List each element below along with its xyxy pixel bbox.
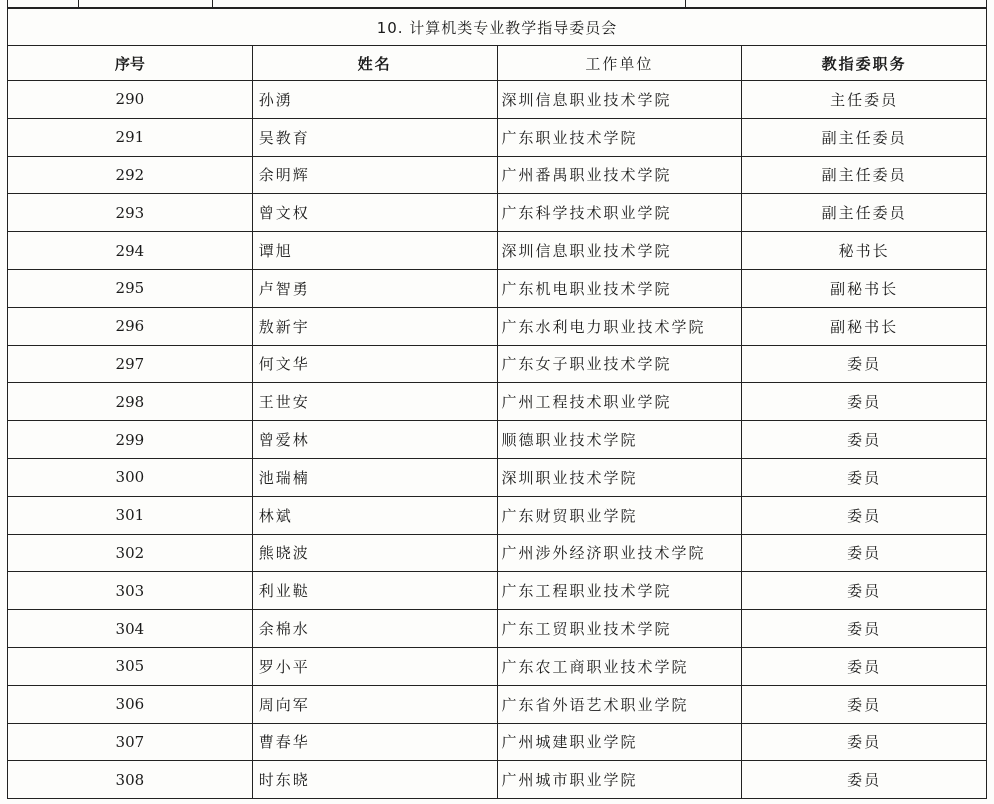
cell-name: 曾爱林 [252, 421, 497, 459]
cell-unit: 广东水利电力职业技术学院 [497, 307, 742, 345]
cell-name: 曹春华 [252, 723, 497, 761]
table-row [8, 572, 987, 610]
cell-name: 孙湧 [252, 81, 497, 119]
cell-name: 余明辉 [252, 156, 497, 194]
table-row [8, 156, 987, 194]
table-row [8, 421, 987, 459]
cell-role: 委员 [742, 345, 987, 383]
cell-name: 何文华 [252, 345, 497, 383]
cell-role: 副主任委员 [742, 194, 987, 232]
cell-no: 301 [8, 496, 253, 534]
cell-no: 295 [8, 269, 253, 307]
cell-role: 委员 [742, 458, 987, 496]
cell-no: 305 [8, 647, 253, 685]
table-row [8, 610, 987, 648]
cell-no: 304 [8, 610, 253, 648]
header-name: 姓名 [252, 46, 497, 81]
header-role: 教指委职务 [742, 46, 987, 81]
table-row [8, 496, 987, 534]
cell-role: 委员 [742, 534, 987, 572]
cell-name: 周向军 [252, 685, 497, 723]
cell-unit: 广东工程职业技术学院 [497, 572, 742, 610]
table-title-row [8, 9, 987, 46]
cell-unit: 广州城建职业学院 [497, 723, 742, 761]
cell-name: 时东晓 [252, 761, 497, 799]
cell-no: 296 [8, 307, 253, 345]
table-row [8, 534, 987, 572]
cell-name: 敖新宇 [252, 307, 497, 345]
cell-unit: 广州番禺职业技术学院 [497, 156, 742, 194]
cell-unit: 深圳信息职业技术学院 [497, 232, 742, 270]
table-row [8, 307, 987, 345]
cell-no: 303 [8, 572, 253, 610]
cell-no: 290 [8, 81, 253, 119]
cell-no: 307 [8, 723, 253, 761]
cell-unit: 深圳信息职业技术学院 [497, 81, 742, 119]
divider [78, 0, 79, 8]
cell-unit: 广东科学技术职业学院 [497, 194, 742, 232]
cell-name: 王世安 [252, 383, 497, 421]
table-row [8, 647, 987, 685]
table-row [8, 194, 987, 232]
cell-name: 池瑞楠 [252, 458, 497, 496]
header-no: 序号 [8, 46, 253, 81]
cell-no: 292 [8, 156, 253, 194]
cell-no: 297 [8, 345, 253, 383]
table-row [8, 383, 987, 421]
cell-unit: 广东省外语艺术职业学院 [497, 685, 742, 723]
table-row [8, 723, 987, 761]
table-row [8, 81, 987, 119]
cell-unit: 广州工程技术职业学院 [497, 383, 742, 421]
divider [212, 0, 213, 8]
cell-role: 委员 [742, 761, 987, 799]
cell-role: 委员 [742, 723, 987, 761]
cell-no: 306 [8, 685, 253, 723]
cell-role: 副主任委员 [742, 156, 987, 194]
cell-unit: 广东工贸职业技术学院 [497, 610, 742, 648]
table-row [8, 458, 987, 496]
cell-role: 秘书长 [742, 232, 987, 270]
cell-role: 委员 [742, 421, 987, 459]
cell-no: 300 [8, 458, 253, 496]
table-row [8, 761, 987, 799]
cell-name: 罗小平 [252, 647, 497, 685]
header-unit: 工作单位 [497, 46, 742, 81]
cell-no: 291 [8, 118, 253, 156]
cell-unit: 广东女子职业技术学院 [497, 345, 742, 383]
table-row [8, 685, 987, 723]
divider [685, 0, 686, 8]
cell-name: 谭旭 [252, 232, 497, 270]
cell-role: 主任委员 [742, 81, 987, 119]
cell-no: 298 [8, 383, 253, 421]
cell-role: 副秘书长 [742, 269, 987, 307]
cell-name: 卢智勇 [252, 269, 497, 307]
previous-table-edge [7, 0, 987, 8]
cell-role: 委员 [742, 647, 987, 685]
cell-role: 委员 [742, 685, 987, 723]
cell-name: 林斌 [252, 496, 497, 534]
cell-role: 委员 [742, 610, 987, 648]
cell-role: 副秘书长 [742, 307, 987, 345]
cell-unit: 广东职业技术学院 [497, 118, 742, 156]
committee-table [7, 8, 987, 799]
cell-no: 308 [8, 761, 253, 799]
cell-name: 利业鞑 [252, 572, 497, 610]
cell-name: 熊晓波 [252, 534, 497, 572]
cell-role: 委员 [742, 383, 987, 421]
cell-unit: 顺德职业技术学院 [497, 421, 742, 459]
cell-unit: 广东机电职业技术学院 [497, 269, 742, 307]
cell-role: 委员 [742, 496, 987, 534]
cell-no: 302 [8, 534, 253, 572]
cell-no: 294 [8, 232, 253, 270]
table-row [8, 345, 987, 383]
table-header-row [8, 46, 987, 81]
table-body [8, 81, 987, 799]
cell-role: 副主任委员 [742, 118, 987, 156]
cell-no: 293 [8, 194, 253, 232]
cell-name: 吴教育 [252, 118, 497, 156]
cell-name: 余棉水 [252, 610, 497, 648]
table-row [8, 269, 987, 307]
cell-no: 299 [8, 421, 253, 459]
table-title: 10. 计算机类专业教学指导委员会 [8, 9, 987, 46]
cell-unit: 深圳职业技术学院 [497, 458, 742, 496]
cell-unit: 广州城市职业学院 [497, 761, 742, 799]
cell-unit: 广州涉外经济职业技术学院 [497, 534, 742, 572]
cell-name: 曾文权 [252, 194, 497, 232]
cell-unit: 广东农工商职业技术学院 [497, 647, 742, 685]
cell-unit: 广东财贸职业学院 [497, 496, 742, 534]
cell-role: 委员 [742, 572, 987, 610]
table-row [8, 232, 987, 270]
table-row [8, 118, 987, 156]
